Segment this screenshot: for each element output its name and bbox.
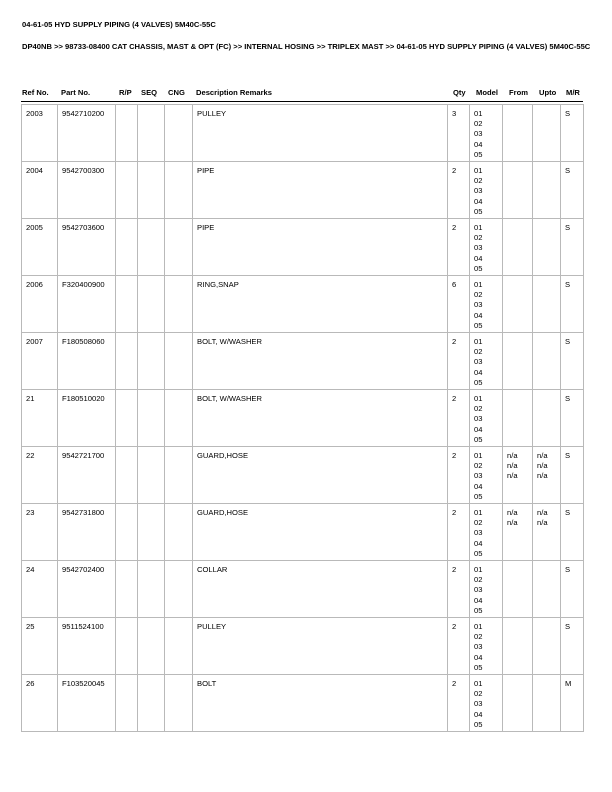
table-row	[22, 105, 584, 162]
cell-cng	[165, 276, 193, 333]
cell-qty: 2	[448, 618, 470, 675]
cell-from	[503, 447, 533, 504]
table-row	[22, 447, 584, 504]
model-code: 03	[474, 642, 483, 652]
cell-model	[470, 618, 503, 675]
from-value: n/a	[507, 518, 518, 528]
cell-ref-no: 2003	[22, 105, 58, 162]
model-code: 05	[474, 662, 483, 672]
from-value: n/a	[507, 508, 518, 517]
table-row	[22, 276, 584, 333]
table-row	[22, 618, 584, 675]
model-code: 03	[474, 243, 483, 253]
cell-from	[503, 390, 533, 447]
model-code: 05	[474, 377, 483, 387]
model-code: 01	[474, 508, 483, 517]
model-code: 01	[474, 679, 483, 688]
model-code: 04	[474, 481, 483, 491]
model-code: 02	[474, 575, 483, 585]
cell-seq	[138, 390, 165, 447]
col-header-seq: SEQ	[141, 88, 158, 97]
from-value: n/a	[507, 471, 518, 481]
cell-rp	[116, 447, 138, 504]
model-code: 03	[474, 186, 483, 196]
model-code: 04	[474, 652, 483, 662]
cell-rp	[116, 390, 138, 447]
cell-cng	[165, 618, 193, 675]
cell-seq	[138, 219, 165, 276]
cell-model	[470, 447, 503, 504]
col-header-upto: Upto	[539, 88, 557, 97]
cell-mr: S	[561, 561, 584, 618]
cell-part-no: 9542702400	[58, 561, 116, 618]
model-code: 02	[474, 347, 483, 357]
cell-description: BOLT, W/WASHER	[193, 390, 448, 447]
cell-from	[503, 219, 533, 276]
model-code: 04	[474, 196, 483, 206]
cell-model	[470, 333, 503, 390]
cell-ref-no: 22	[22, 447, 58, 504]
model-code: 04	[474, 253, 483, 263]
model-code: 02	[474, 290, 483, 300]
cell-rp	[116, 504, 138, 561]
table-row	[22, 504, 584, 561]
cell-seq	[138, 333, 165, 390]
model-code: 01	[474, 394, 483, 403]
upto-value: n/a	[537, 471, 548, 481]
model-code: 01	[474, 166, 483, 175]
model-code: 02	[474, 518, 483, 528]
model-code: 03	[474, 357, 483, 367]
cell-seq	[138, 105, 165, 162]
cell-from	[503, 105, 533, 162]
cell-mr: S	[561, 504, 584, 561]
col-header-model: Model	[476, 88, 498, 97]
model-code: 04	[474, 310, 483, 320]
cell-ref-no: 24	[22, 561, 58, 618]
cell-mr: S	[561, 276, 584, 333]
cell-from	[503, 333, 533, 390]
cell-description: PIPE	[193, 219, 448, 276]
page-title: 04-61-05 HYD SUPPLY PIPING (4 VALVES) 5M40C-55C	[22, 20, 216, 29]
cell-model	[470, 105, 503, 162]
model-code: 04	[474, 709, 483, 719]
cell-part-no: F180510020	[58, 390, 116, 447]
cell-cng	[165, 333, 193, 390]
cell-part-no: F103520045	[58, 675, 116, 732]
table-row	[22, 162, 584, 219]
cell-model	[470, 162, 503, 219]
cell-ref-no: 2007	[22, 333, 58, 390]
model-code: 04	[474, 424, 483, 434]
cell-from	[503, 162, 533, 219]
cell-qty: 2	[448, 504, 470, 561]
table-row	[22, 333, 584, 390]
cell-rp	[116, 276, 138, 333]
header-divider	[21, 101, 583, 102]
cell-from	[503, 675, 533, 732]
breadcrumb: DP40NB >> 98733-08400 CAT CHASSIS, MAST & OPT (FC) >> INTERNAL HOSING >> TRIPLEX MAST >> 04-61-05 HYD SUPPLY PIPING (4 VALVES) 5M40C-55C	[22, 42, 591, 51]
cell-upto	[533, 276, 561, 333]
model-code: 05	[474, 491, 483, 501]
cell-upto	[533, 618, 561, 675]
col-header-description: Description Remarks	[196, 88, 272, 97]
cell-model	[470, 561, 503, 618]
cell-rp	[116, 561, 138, 618]
model-code: 02	[474, 119, 483, 129]
cell-cng	[165, 390, 193, 447]
cell-mr: S	[561, 618, 584, 675]
model-code: 01	[474, 565, 483, 574]
model-code: 04	[474, 367, 483, 377]
model-code: 05	[474, 605, 483, 615]
col-header-mr: M/R	[566, 88, 580, 97]
cell-cng	[165, 561, 193, 618]
model-code: 03	[474, 471, 483, 481]
cell-upto	[533, 447, 561, 504]
cell-part-no: 9542721700	[58, 447, 116, 504]
model-code: 02	[474, 233, 483, 243]
upto-value: n/a	[537, 451, 548, 460]
model-code: 03	[474, 528, 483, 538]
cell-ref-no: 2004	[22, 162, 58, 219]
cell-rp	[116, 618, 138, 675]
model-code: 02	[474, 689, 483, 699]
cell-part-no: 9542700300	[58, 162, 116, 219]
col-header-cng: CNG	[168, 88, 185, 97]
cell-upto	[533, 105, 561, 162]
model-code: 02	[474, 632, 483, 642]
model-code: 04	[474, 139, 483, 149]
model-code: 03	[474, 585, 483, 595]
model-code: 01	[474, 280, 483, 289]
model-code: 05	[474, 548, 483, 558]
upto-value: n/a	[537, 508, 548, 517]
cell-rp	[116, 105, 138, 162]
model-code: 05	[474, 263, 483, 273]
cell-from	[503, 618, 533, 675]
cell-description: BOLT	[193, 675, 448, 732]
cell-upto	[533, 333, 561, 390]
model-code: 05	[474, 434, 483, 444]
cell-model	[470, 675, 503, 732]
cell-cng	[165, 447, 193, 504]
model-code: 05	[474, 719, 483, 729]
model-code: 05	[474, 320, 483, 330]
model-code: 02	[474, 176, 483, 186]
cell-upto	[533, 561, 561, 618]
cell-seq	[138, 447, 165, 504]
cell-description: COLLAR	[193, 561, 448, 618]
from-value: n/a	[507, 451, 518, 460]
cell-qty: 3	[448, 105, 470, 162]
cell-mr: S	[561, 162, 584, 219]
cell-description: BOLT, W/WASHER	[193, 333, 448, 390]
cell-mr: S	[561, 105, 584, 162]
cell-part-no: 9542731800	[58, 504, 116, 561]
cell-rp	[116, 162, 138, 219]
model-code: 01	[474, 109, 483, 118]
col-header-ref-no: Ref No.	[22, 88, 49, 97]
cell-seq	[138, 561, 165, 618]
cell-from	[503, 504, 533, 561]
col-header-part-no: Part No.	[61, 88, 91, 97]
cell-qty: 2	[448, 675, 470, 732]
model-code: 02	[474, 404, 483, 414]
cell-ref-no: 21	[22, 390, 58, 447]
cell-seq	[138, 675, 165, 732]
cell-mr: S	[561, 219, 584, 276]
cell-upto	[533, 390, 561, 447]
cell-part-no: F320400900	[58, 276, 116, 333]
cell-upto	[533, 675, 561, 732]
model-code: 01	[474, 451, 483, 460]
cell-mr: M	[561, 675, 584, 732]
table-row	[22, 675, 584, 732]
cell-seq	[138, 162, 165, 219]
model-code: 01	[474, 622, 483, 631]
cell-seq	[138, 618, 165, 675]
cell-part-no: F180508060	[58, 333, 116, 390]
cell-part-no: 9542710200	[58, 105, 116, 162]
cell-ref-no: 2006	[22, 276, 58, 333]
model-code: 05	[474, 206, 483, 216]
upto-value: n/a	[537, 461, 548, 471]
cell-qty: 2	[448, 390, 470, 447]
cell-rp	[116, 333, 138, 390]
cell-part-no: 9511524100	[58, 618, 116, 675]
col-header-qty: Qty	[453, 88, 466, 97]
col-header-rp: R/P	[119, 88, 132, 97]
cell-qty: 2	[448, 162, 470, 219]
cell-qty: 2	[448, 333, 470, 390]
cell-description: PULLEY	[193, 105, 448, 162]
model-code: 04	[474, 595, 483, 605]
cell-seq	[138, 276, 165, 333]
model-code: 01	[474, 223, 483, 232]
model-code: 03	[474, 699, 483, 709]
cell-mr: S	[561, 333, 584, 390]
cell-rp	[116, 675, 138, 732]
cell-part-no: 9542703600	[58, 219, 116, 276]
cell-upto	[533, 504, 561, 561]
cell-description: PULLEY	[193, 618, 448, 675]
upto-value: n/a	[537, 518, 548, 528]
cell-upto	[533, 162, 561, 219]
col-header-from: From	[509, 88, 528, 97]
cell-ref-no: 25	[22, 618, 58, 675]
cell-mr: S	[561, 447, 584, 504]
cell-cng	[165, 219, 193, 276]
model-code: 02	[474, 461, 483, 471]
cell-cng	[165, 162, 193, 219]
cell-model	[470, 219, 503, 276]
cell-description: GUARD,HOSE	[193, 447, 448, 504]
cell-ref-no: 2005	[22, 219, 58, 276]
cell-ref-no: 23	[22, 504, 58, 561]
cell-qty: 2	[448, 561, 470, 618]
cell-seq	[138, 504, 165, 561]
cell-model	[470, 390, 503, 447]
model-code: 03	[474, 300, 483, 310]
model-code: 05	[474, 149, 483, 159]
cell-cng	[165, 105, 193, 162]
cell-from	[503, 276, 533, 333]
cell-qty: 2	[448, 447, 470, 504]
cell-model	[470, 504, 503, 561]
cell-cng	[165, 675, 193, 732]
cell-description: RING,SNAP	[193, 276, 448, 333]
cell-description: PIPE	[193, 162, 448, 219]
cell-qty: 6	[448, 276, 470, 333]
cell-from	[503, 561, 533, 618]
cell-cng	[165, 504, 193, 561]
table-row	[22, 219, 584, 276]
cell-rp	[116, 219, 138, 276]
table-row	[22, 561, 584, 618]
cell-model	[470, 276, 503, 333]
model-code: 03	[474, 414, 483, 424]
cell-qty: 2	[448, 219, 470, 276]
cell-ref-no: 26	[22, 675, 58, 732]
model-code: 03	[474, 129, 483, 139]
cell-upto	[533, 219, 561, 276]
table-row	[22, 390, 584, 447]
parts-table	[21, 104, 584, 732]
cell-mr: S	[561, 390, 584, 447]
model-code: 04	[474, 538, 483, 548]
cell-description: GUARD,HOSE	[193, 504, 448, 561]
from-value: n/a	[507, 461, 518, 471]
model-code: 01	[474, 337, 483, 346]
